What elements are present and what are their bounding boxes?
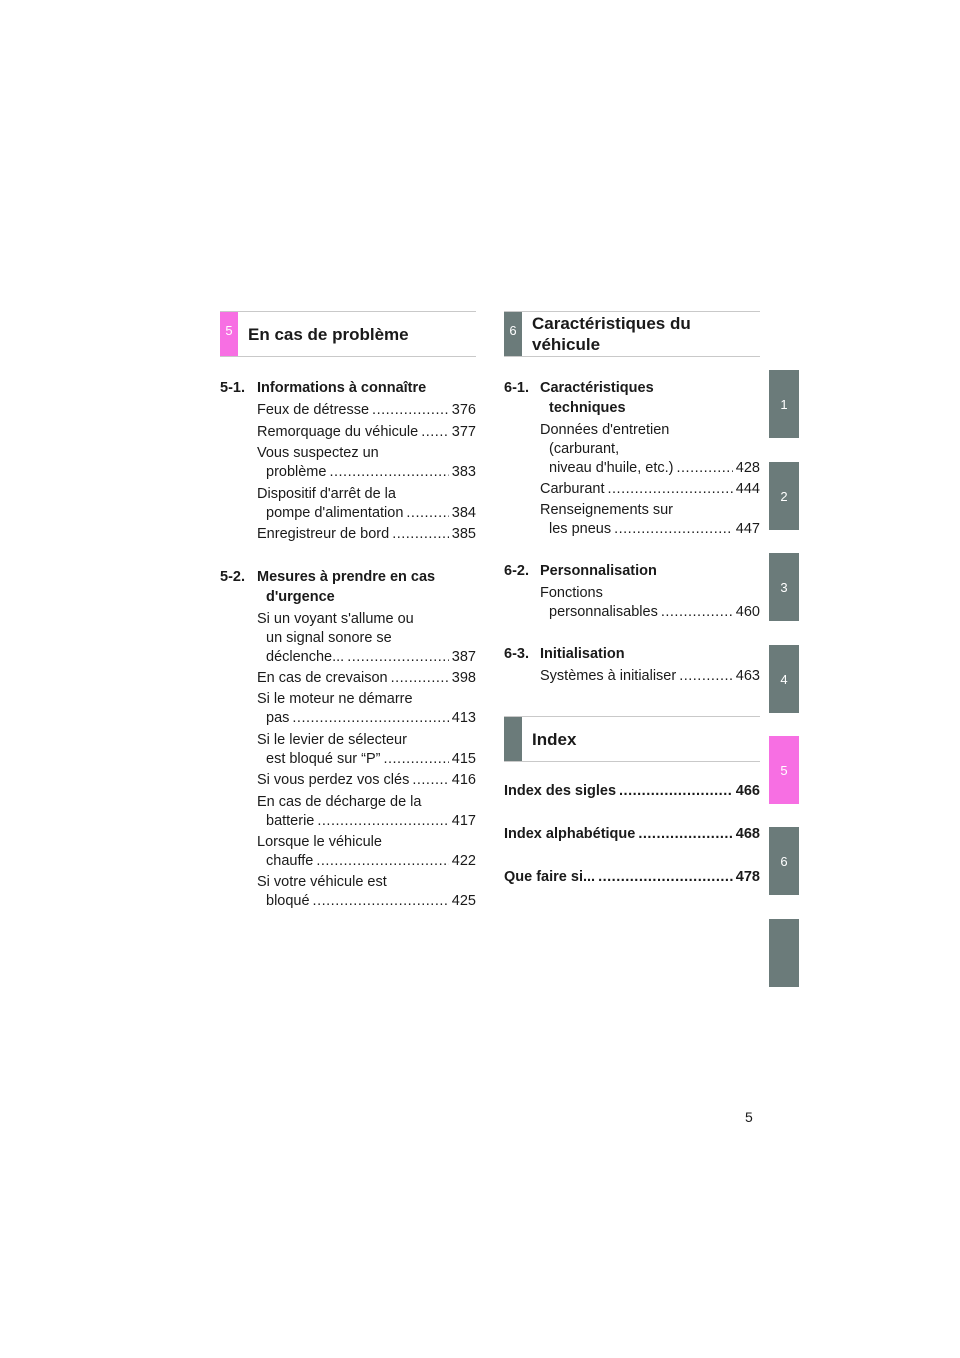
page-number: 468 xyxy=(735,826,760,842)
page-number: 444 xyxy=(735,481,760,497)
toc-entry[interactable]: Dispositif d'arrêt de la pompe d'alimentation ..... 384 xyxy=(257,485,476,523)
toc-entry[interactable]: Systèmes à initialiser ..... 463 xyxy=(540,667,760,686)
page-number: 413 xyxy=(451,710,476,726)
page-number: 417 xyxy=(451,813,476,829)
toc-entry[interactable]: Carburant ..... 444 xyxy=(540,480,760,499)
toc-entry[interactable]: Si votre véhicule est bloqué ..... 425 xyxy=(257,873,476,911)
toc-entry[interactable]: Feux de détresse ..... 376 xyxy=(257,401,476,420)
index-entry[interactable]: Index des sigles ..... 466 xyxy=(504,782,760,801)
page-number: 463 xyxy=(735,668,760,684)
page-number: 376 xyxy=(451,402,476,418)
toc-entry[interactable]: Enregistreur de bord ..... 385 xyxy=(257,525,476,544)
page-number: 385 xyxy=(451,526,476,542)
page-number: 428 xyxy=(735,460,760,476)
toc-entry[interactable]: Remorquage du véhicule ..... 377 xyxy=(257,423,476,442)
page-number: 383 xyxy=(451,464,476,480)
section-title: En cas de problème xyxy=(248,324,409,344)
index-entry[interactable]: Que faire si... ..... 478 xyxy=(504,868,760,887)
chapter-tab-3[interactable]: 3 xyxy=(769,553,799,621)
chapter-tab-index[interactable] xyxy=(769,919,799,987)
page-number-footer: 5 xyxy=(745,1109,753,1125)
page-number: 377 xyxy=(451,424,476,440)
page-number: 460 xyxy=(735,604,760,620)
toc-entry[interactable]: Si un voyant s'allume ou un signal sonore se déclenche... ..... 387 xyxy=(257,610,476,667)
index-title: Index xyxy=(532,729,577,749)
chapter-tab-1[interactable]: 1 xyxy=(769,370,799,438)
section-header-6 xyxy=(504,311,760,357)
toc-entry[interactable]: En cas de crevaison ..... 398 xyxy=(257,669,476,688)
toc-entry[interactable]: Renseignements sur les pneus ..... 447 xyxy=(540,501,760,539)
page-number: 425 xyxy=(451,893,476,909)
section-number-badge: 5 xyxy=(220,312,238,356)
toc-entry[interactable]: Fonctions personnalisables ..... 460 xyxy=(540,584,760,622)
page-number: 466 xyxy=(735,783,760,799)
toc-entry[interactable]: Vous suspectez un problème ..... 383 xyxy=(257,444,476,482)
page-number: 416 xyxy=(451,772,476,788)
toc-entry[interactable]: Si le levier de sélecteur est bloqué sur “P” ..... 415 xyxy=(257,731,476,769)
section-number-badge: 6 xyxy=(504,312,522,356)
toc-entry[interactable]: Si vous perdez vos clés ..... 416 xyxy=(257,771,476,790)
chapter-tab-5[interactable]: 5 xyxy=(769,736,799,804)
chapter-tab-4[interactable]: 4 xyxy=(769,645,799,713)
page-number: 398 xyxy=(451,670,476,686)
toc-entry[interactable]: Lorsque le véhicule chauffe ..... 422 xyxy=(257,833,476,871)
page-number: 447 xyxy=(735,521,760,537)
toc-entry[interactable]: En cas de décharge de la batterie ..... 417 xyxy=(257,793,476,831)
page-number: 422 xyxy=(451,853,476,869)
toc-entry[interactable]: Si le moteur ne démarre pas ..... 413 xyxy=(257,690,476,728)
section-header-5 xyxy=(220,311,476,357)
index-header xyxy=(504,716,760,762)
chapter-tab-6[interactable]: 6 xyxy=(769,827,799,895)
page-number: 387 xyxy=(451,649,476,665)
page-number: 384 xyxy=(451,505,476,521)
index-badge xyxy=(504,717,522,761)
page-number: 478 xyxy=(735,869,760,885)
toc-entry[interactable]: Données d'entretien (carburant, niveau d'huile, etc.) ..... 428 xyxy=(540,421,760,478)
chapter-tab-2[interactable]: 2 xyxy=(769,462,799,530)
index-entry[interactable]: Index alphabétique ..... 468 xyxy=(504,825,760,844)
section-title: Caractéristiques du véhicule xyxy=(532,314,691,354)
page-number: 415 xyxy=(451,751,476,767)
